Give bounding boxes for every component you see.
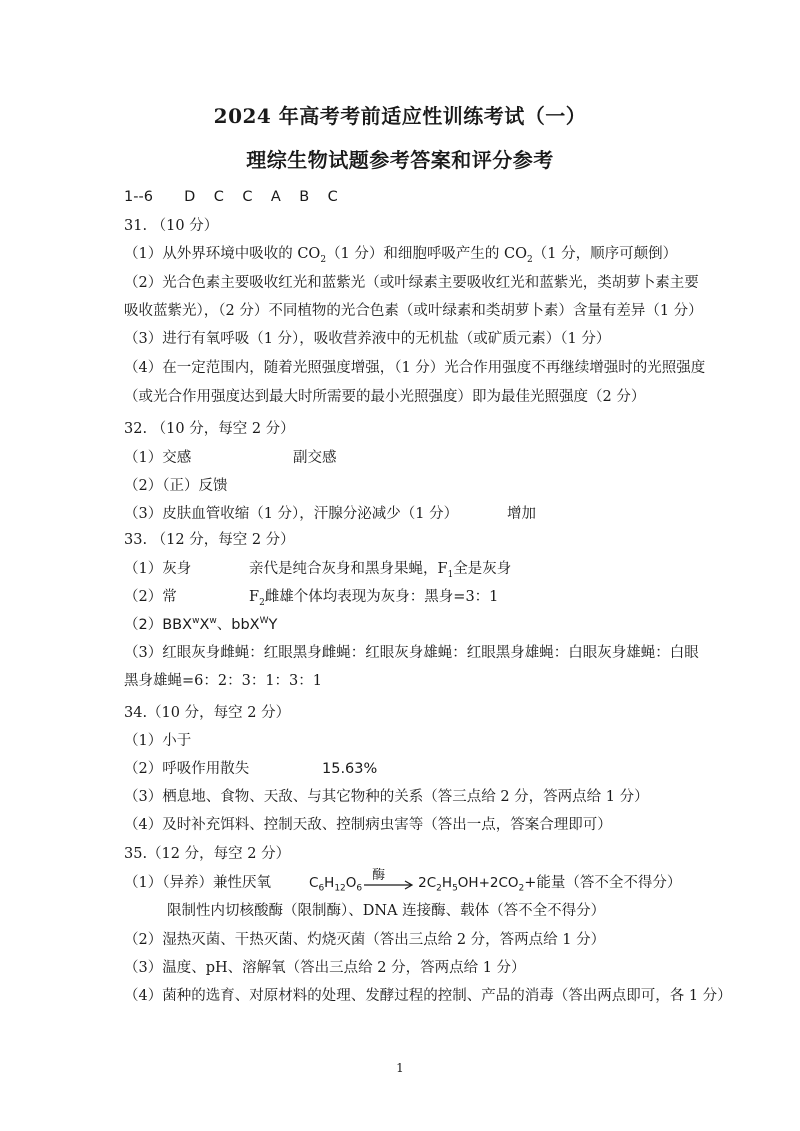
genotype-2-part-b: Y: [268, 617, 278, 633]
reaction-arrow-icon: [364, 875, 416, 891]
q34-answer-1: （1）小于: [124, 733, 192, 749]
eq-r1: 2C: [418, 875, 437, 891]
genotype-sup: W: [259, 616, 269, 627]
genotype-1-part-a: （2）BBX: [124, 617, 193, 633]
q33-answer-2: （2）常: [124, 589, 177, 605]
q34-answer-2b: 15.63%: [322, 761, 378, 777]
q32-answer-1: （1）交感: [124, 450, 192, 466]
page-subtitle: 理综生物试题参考答案和评分参考: [246, 148, 554, 172]
q32-heading: 32. （10 分，每空 2 分）: [124, 421, 295, 437]
mc-answer-4: A: [270, 189, 281, 205]
fermentation-equation: [309, 868, 682, 894]
eq-sub: 6: [318, 883, 325, 894]
co2-subscript: 2: [527, 254, 533, 265]
q34-answer-3: （3）栖息地、食物、天敌、与其它物种的关系（答三点给 2 分，答两点给 1 分）: [124, 789, 649, 805]
q33-answer-2b: [249, 587, 498, 607]
eq-sub: 12: [334, 883, 346, 894]
q33-answer-1: （1）灰身: [124, 561, 192, 577]
genotype-sup: w: [192, 616, 200, 627]
q33-answer-1b-tail: 全是灰身: [453, 561, 512, 577]
q34-answer-4: （4）及时补充饵料、控制天敌、控制病虫害等（答出一点，答案合理即可）: [124, 817, 612, 833]
q33-answer-1b-text: 亲代是纯合灰身和黑身果蝇，F: [249, 561, 448, 577]
q32-answer-3: （3）皮肤血管收缩（1 分），汗腺分泌减少（1 分）: [124, 506, 459, 522]
q34-answer-2: （2）呼吸作用散失: [124, 761, 250, 777]
q31-heading: 31. （10 分）: [124, 218, 219, 234]
q31-answer-1-part-b: （1 分）和细胞呼吸产生的 CO: [326, 246, 527, 262]
q33-genotypes: [124, 615, 277, 635]
q35-answer-3: （3）温度、pH、溶解氧（答出三点给 2 分，答两点给 1 分）: [124, 960, 526, 976]
q32-answer-3b: 增加: [507, 506, 536, 522]
co2-subscript: 2: [320, 254, 327, 265]
genotype-2-part-a: 、bbX: [216, 617, 260, 633]
eq-r2: H: [441, 875, 453, 891]
q31-answer-1-part-a: （1）从外界环境中吸收的 CO: [124, 246, 321, 262]
q31-answer-4: （4）在一定范围内，随着光照强度增强，（1 分）光合作用强度不再继续增强时的光照强度: [124, 360, 706, 376]
genotype-1-part-b: X: [199, 617, 210, 633]
mc-answer-3: C: [242, 189, 253, 205]
f2-subscript: 2: [259, 597, 265, 608]
eq-c: C: [309, 875, 319, 891]
f2-label: F: [249, 589, 260, 605]
f1-subscript: 1: [447, 569, 454, 580]
q35-answer-4: （4）菌种的选育、对原材料的处理、发酵过程的控制、产品的消毒（答出两点即可，各 1 分）: [124, 988, 732, 1004]
enzyme-arrow: [364, 868, 416, 891]
eq-h: H: [324, 875, 335, 891]
mc-answer-6: C: [327, 189, 338, 205]
q35-answer-2: （2）湿热灭菌、干热灭菌、灼烧灭菌（答出三点给 2 分，答两点给 1 分）: [124, 932, 606, 948]
mc-label: 1--6: [124, 189, 153, 205]
q31-answer-4-cont: （或光合作用强度达到最大时所需要的最小光照强度）即为最佳光照强度（2 分）: [124, 389, 646, 405]
q31-answer-1-part-c: （1 分，顺序可颠倒）: [532, 246, 678, 262]
page-number: 1: [396, 1061, 404, 1075]
q31-answer-2: （2）光合色素主要吸收红光和蓝紫光（或叶绿素主要吸收红光和蓝紫光，类胡萝卜素主要: [124, 275, 699, 291]
mc-answers-row: [124, 187, 338, 207]
q33-answer-2b-text: 雌雄个体均表现为灰身：黑身=3：1: [264, 589, 499, 605]
q35-answer-1-cont: 限制性内切核酸酶（限制酶）、DNA 连接酶、载体（答不全不得分）: [167, 903, 606, 919]
eq-o: O: [345, 875, 357, 891]
q33-answer-3: （3）红眼灰身雌蝇：红眼黑身雌蝇：红眼灰身雄蝇：红眼黑身雄蝇：白眼灰身雄蝇：白眼: [124, 645, 699, 661]
q32-answer-1b: 副交感: [293, 450, 337, 466]
genotype-sup: w: [209, 616, 217, 627]
q33-answer-3-cont: 黑身雄蝇=6：2：3：1：3：1: [124, 673, 323, 689]
q31-answer-2-cont: 吸收蓝紫光），（2 分）不同植物的光合色素（或叶绿素和类胡萝卜素）含量有差异（1 分）: [124, 303, 703, 319]
eq-sub: 5: [452, 883, 458, 894]
q35-answer-1: （1）（异养）兼性厌氧: [124, 875, 271, 891]
q32-answer-2: （2）（正）反馈: [124, 478, 228, 494]
mc-answer-1: D: [184, 189, 196, 205]
enzyme-label: 酶: [372, 868, 386, 883]
eq-r3: OH+2CO: [457, 875, 519, 891]
eq-sub: 2: [518, 883, 525, 894]
eq-sub: 2: [436, 883, 442, 894]
page-title: 2024 年高考考前适应性训练考试（一）: [213, 104, 587, 128]
q33-heading: 33. （12 分，每空 2 分）: [124, 532, 295, 548]
mc-answer-2: C: [213, 189, 224, 205]
eq-r4: +能量（答不全不得分）: [524, 875, 682, 891]
q34-heading: 34.（10 分，每空 2 分）: [124, 705, 291, 721]
q31-answer-1: [124, 244, 677, 264]
q33-answer-1b: [249, 559, 511, 579]
q35-heading: 35.（12 分，每空 2 分）: [124, 846, 291, 862]
mc-answer-5: B: [299, 189, 310, 205]
q31-answer-3: （3）进行有氧呼吸（1 分），吸收营养液中的无机盐（或矿质元素）（1 分）: [124, 331, 611, 347]
eq-sub: 6: [356, 883, 363, 894]
